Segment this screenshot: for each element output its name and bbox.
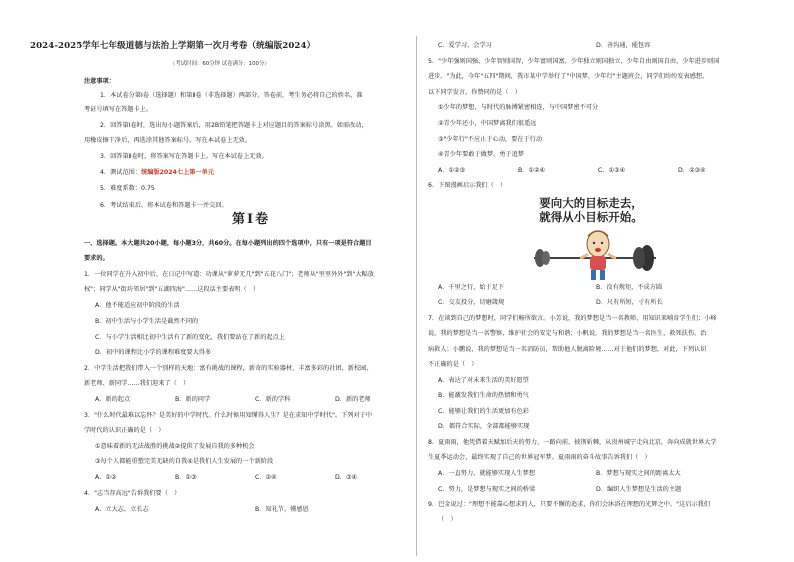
q5-item-1: ①少年的梦想，与时代的脉搏紧密相连，与中国梦密不可分	[438, 104, 599, 111]
q4-stem: 4．"志当存高远"告诉我们要（ ）	[84, 490, 181, 497]
q5-option-d[interactable]: D．②③④	[678, 167, 706, 174]
q8-stem-b: 生夏季运动会，最终实现了自己的世界冠军梦。夏雨雨的奋斗故事告诉我们（ ）	[428, 454, 651, 461]
q2-option-b[interactable]: B．新的同学	[175, 396, 211, 403]
q3-option-b[interactable]: B．①③	[175, 474, 197, 481]
q5-stem-c: 以下同学发言，你赞同的是（ ）	[428, 89, 521, 96]
q3-stem-b: 学时代的认识正确的是（ ）	[84, 427, 165, 434]
q5-item-4: ④青少年要敢于做梦、勇于追梦	[438, 151, 524, 158]
q3-items-34: ③每个人都能重塑完美无缺的自我④是我们人生发展的一个新阶段	[95, 458, 274, 465]
q1-option-d[interactable]: D．初中的课程比小学的课程难度要大得多	[95, 349, 212, 356]
q6-option-b[interactable]: B．没有规矩，不成方圆	[596, 284, 663, 291]
test-range: 统编版2024七上第一单元	[141, 169, 214, 176]
note-5: 5．难度系数：0.75	[100, 185, 155, 192]
q9-stem-a: 9．巴金说过："理想不能靠心想求的人，只要不懈的追求，你们会沐浴在理想的光辉之中。"这启示我们	[428, 501, 710, 508]
q5-item-2: ②青少年还小，中国梦离我们很遥远	[438, 120, 537, 127]
q7-option-d[interactable]: D．都符合实际，全部都能够实现	[438, 423, 530, 430]
q4-option-a[interactable]: A．立大志，立长志	[95, 506, 149, 513]
note-3: 3．回答第Ⅱ卷时，将答案写在答题卡上。写在本试卷上无效。	[100, 153, 268, 160]
q4-option-c[interactable]: C．爱学习，会学习	[438, 42, 492, 49]
q7-stem-d: 不正确的是（ ）	[428, 361, 478, 368]
q1-stem-a: 1．一位同学在升入初中后，在日记中写道：功课从"萝萝无几"到"五花八门"；老师从"里里外外"到"大幅放	[84, 271, 374, 278]
q3-items-12: ①意味着新的无法战胜的挑战②提供了发展自我的多种机会	[95, 443, 255, 450]
q8-option-c[interactable]: C．努力，是梦想与现实之间的桥梁	[438, 486, 536, 493]
note-1a: 1．本试卷分第Ⅰ卷（选择题）和第Ⅱ卷（非选择题）两部分。答卷前，考生务必将自己的姓名、准	[100, 92, 363, 99]
section-intro-b: 要求的。	[84, 255, 109, 262]
q7-stem-a: 7．在谈到自己的梦想时，同学们畅所欲言。小芳说，我的梦想是当一名教师，用知识来哺育学生们；小峰	[428, 315, 717, 322]
q1-option-b[interactable]: B．初中生活与小学生活是截然不同的	[95, 318, 199, 325]
cartoon-caption-2: 就得从小目标开始。	[539, 210, 643, 224]
q2-option-c[interactable]: C．新的学科	[255, 396, 291, 403]
cartoon-weightlifter	[506, 186, 676, 284]
q7-stem-b: 说，我的梦想是当一名警察，维护社会的安定与和谐；小帆说，我的梦想是当一名医生，救死扶伤，治	[428, 330, 707, 337]
exam-title: 2024-2025学年七年级道德与法治上学期第一次月考卷（统编版2024）	[30, 41, 316, 51]
q5-item-3: ③"少年行"不应止于心动，要在于行动	[438, 136, 543, 143]
q4-option-d[interactable]: D．善沟通，能包容	[596, 42, 651, 49]
q3-option-c[interactable]: C．②④	[255, 474, 277, 481]
q2-option-a[interactable]: A．新的起点	[95, 396, 131, 403]
q6-stem: 6．下图漫画启示我们（ ）	[428, 182, 507, 189]
note-2a: 2．回答第Ⅰ卷时，选出每小题答案后，用2B铅笔把答题卡上对应题目的答案标号涂黑。如需改动，	[100, 122, 368, 129]
section-juan-heading: 第Ⅰ卷	[232, 212, 271, 227]
q5-stem-b: 进步。"为此，今年"五四"期间，我市某中学举行了"中国梦，少年行"主题班会，同学们纷纷发表感想，	[428, 73, 709, 80]
q8-stem-a: 8．夏雨雨，他凭借着天赋加后天的努力，一路向前、披荆斩棘，从贵州城宁走向北京，奔向成就世界大学	[428, 439, 717, 446]
q6-option-d[interactable]: D．尺有所短，寸有所长	[596, 299, 663, 306]
q8-option-b[interactable]: B．梦想与现实之间的距离太大	[596, 470, 681, 477]
q5-option-c[interactable]: C．①③④	[598, 167, 626, 174]
notes-heading: 注意事项：	[84, 78, 115, 85]
section-intro-a: 一、选择题。本大题共20小题，每小题3分，共60分。在每小题列出的四个选项中，只有一项是符合题目	[84, 240, 372, 247]
q8-option-a[interactable]: A．一直努力，就能够实现人生梦想	[438, 470, 536, 477]
q2-stem-a: 2．中学生活把我们带入一个别样的天地：富有挑战的课程，新奇的实验器材，丰富多彩的社团，新校园、	[84, 365, 373, 372]
q6-option-c[interactable]: C．交友投分，切磨箴规	[438, 299, 505, 306]
note-4: 4．测试范围：统编版2024七上第一单元	[100, 169, 214, 176]
q5-stem-a: 5．"少年强则国强，少年智则国智，少年富则国富，少年独立则国独立，少年自由则国自由，少年进步则国	[428, 58, 720, 65]
note-6: 6．考试结束后，将本试卷和答题卡一并交回。	[100, 202, 228, 209]
q2-option-d[interactable]: D．新的老师	[335, 396, 371, 403]
q9-stem-b: （ ）	[438, 516, 457, 523]
note-2b: 用橡皮擦干净后，再选涂其他答案标号。写在本试卷上无效。	[84, 137, 252, 144]
q8-option-d[interactable]: D．编织人生梦想是生活的主题	[596, 486, 682, 493]
note-1b: 考证号填写在答题卡上。	[84, 106, 153, 113]
q2-stem-b: 新老师、新同学……我们迎来了（ ）	[84, 380, 190, 387]
q3-stem-a: 3．"什么时代最难以忘怀？是美好的中学时代。什么时候用知懂得人生？是在求知中学时代"。下列对于中	[84, 412, 373, 419]
q1-option-c[interactable]: C．与小学生活相比初中生活有了新的变化，我们要站在了新的起点上	[95, 334, 285, 341]
exam-subtitle: （考试时间：60分钟 试卷满分：100分）	[170, 61, 270, 67]
q1-option-a[interactable]: A．他不能适应初中阶段的生活	[95, 302, 180, 309]
q7-option-c[interactable]: C．能够让我们的生活更加有色彩	[438, 408, 529, 415]
q5-option-b[interactable]: B．①②④	[518, 167, 546, 174]
q4-option-b[interactable]: B．知礼节，懂感恩	[255, 506, 309, 513]
q7-option-a[interactable]: A．表达了对未来生活的美好愿望	[438, 377, 529, 384]
q3-option-a[interactable]: A．①②	[95, 474, 117, 481]
cartoon-caption-1: 要向大的目标走去，	[539, 196, 643, 210]
q6-option-a[interactable]: A．千里之行，始于足下	[438, 284, 505, 291]
q5-option-a[interactable]: A．①②③	[438, 167, 466, 174]
q3-option-d[interactable]: D．③④	[335, 474, 358, 481]
q7-option-b[interactable]: B．能激发我们生命的热情和勇气	[438, 392, 529, 399]
q7-stem-c: 病救人；小鹏说，我的梦想是当一名消防员，帮助他人脱离险境……对于他们的梦想，对此，下列认识	[428, 346, 707, 353]
column-divider	[416, 36, 417, 556]
barbell-illustration	[506, 186, 676, 284]
q1-stem-b: 权"；同学从"街坊邻居"到"五湖四海"……这段话主要表明（ ）	[84, 286, 260, 293]
